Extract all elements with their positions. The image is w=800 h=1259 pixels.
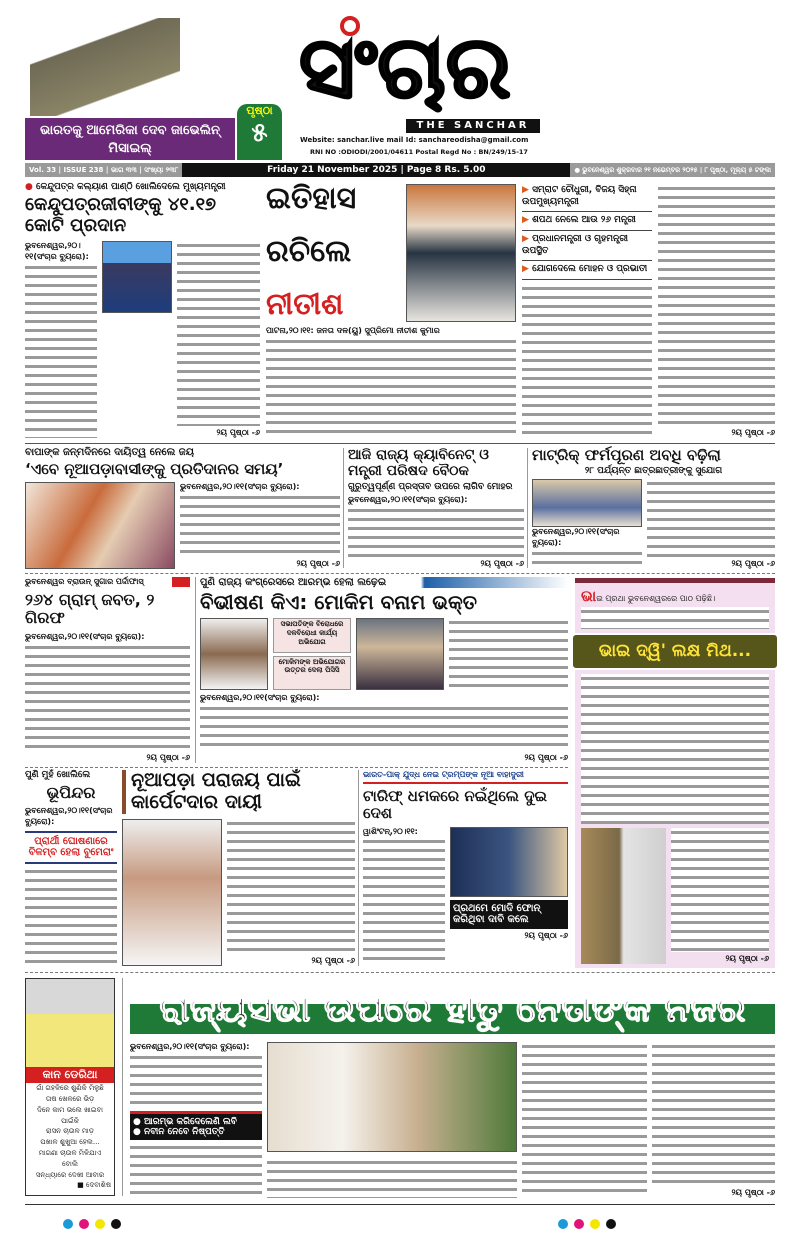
rajyasabha-headline[interactable]: ରାଜ୍ୟସଭା ଉପରେ ହାତୁ ନେତାଙ୍କ ନଜର [130,982,775,1034]
kendu-story[interactable] [25,182,260,438]
article-body-text [25,643,190,751]
headline-box: ଭାଇ ଦ୍ୱି' ଲକ୍ଷ ମିଥ... [571,633,779,671]
cartoon-line: ବୋଲି [62,1159,78,1168]
kicker: ଭୁବନେଶ୍ୱର ବ୍ରାଉନ୍ ସୁଗାର ପର୍ଦ୍ଦାଫାସ୍ [25,577,190,587]
subhead: ଗୁରୁତ୍ୱପୂର୍ଣ୍ଣ ପ୍ରସ୍ତାବ ଉପରେ ଲାଗିବ ମୋହର [348,482,513,493]
nitish-photo [406,184,516,322]
article-body-text [532,549,642,569]
article-body-text [266,337,516,438]
section-divider [25,573,775,574]
dateline: ଭୁବନେଶ୍ୱର,୨୦।୧୧(ସଂଚାର ବ୍ୟୁରୋ): [532,527,620,548]
jump-link[interactable]: ୨ୟ ପୃଷ୍ଠା -୬ [731,559,775,568]
cartoon-line: ସନ୍ଧ୍ୟାରେ ଦେଖୀ ଆବାର [35,1170,105,1179]
color-registration-marks [555,1214,619,1233]
article-body-text [180,493,340,557]
section-divider [25,443,775,444]
article-body-text [25,263,97,438]
dateline: ୱାଶିଂଟନ୍,୨୦।୧୧: [363,826,418,836]
dateline: ଭୁବନେଶ୍ୱର,୨୦।୧୧(ସଂଚାର ବ୍ୟୁରୋ): [25,631,145,641]
jump-link[interactable]: ୨ୟ ପୃଷ୍ଠା -୬ [524,930,568,940]
subhead: ପ୍ରାର୍ଥୀ ଘୋଷଣାରେ ବିଳମ୍ବ ହେଲା ବୁମେରାଂ [25,831,117,864]
promo-headline: ଭାରତକୁ ଆମେରିକା ଦେବ ଜାଭେଲିନ୍ ମିସାଇଲ୍ [39,123,221,157]
headline-line-1: ଇତିହାସ [266,181,357,216]
section-divider [25,767,568,768]
karyakarta-story[interactable] [122,770,355,966]
jump-link[interactable]: ୨ୟ ପୃଷ୍ଠା -୬ [216,428,260,437]
naveen-meeting-photo [267,1042,517,1152]
promo-headline-box[interactable] [25,118,235,160]
bullet: ▶ ଯୋଗଦେଲେ ମୋହନ ଓ ପ୍ରଭାତୀ [522,261,652,280]
footer-rule [25,1204,775,1205]
nitish-body [266,326,516,438]
tariff-story[interactable] [363,770,568,966]
bullet: ▶ ଶପଥ ନେଲେ ଆଉ ୨୬ ମନ୍ତ୍ରୀ [522,212,652,231]
headline: ଭୂପିନ୍ଦର [46,783,96,802]
article-body-text [177,241,260,426]
promo-page-label: ପୃଷ୍ଠା [246,104,273,117]
column-rule [527,448,528,568]
article-body-text [227,819,355,954]
kicker: ● କେନ୍ଦୁପତ୍ର କଲ୍ୟାଣ ପାଣ୍ଠି ଖୋଲିଦେଲେ ମୁଖ୍ୟମନ୍ତ୍ରୀ [25,182,226,192]
article-body-text [348,506,524,557]
nitish-bullets [522,182,652,438]
cartoon-line: ଦିନେ କାମ ଭଲେ ଖାଇବା [37,1105,103,1114]
modi-call-box: ପ୍ରଥମେ ମୋଦି ଫୋନ୍ କରିଥିବା ଦାବି କଲେ [450,900,568,929]
dateline: ଭୁବନେଶ୍ୱର,୨୦।୧୧(ସଂଚାର ବ୍ୟୁରୋ): [348,495,468,505]
rajyasabha-col-4 [652,1042,775,1198]
trump-photo [450,827,568,897]
article-body-text [671,828,769,952]
cartoon-line: ମାଗଣା ଚାଉଳ ମିଳିଯାଏ [38,1149,102,1158]
date-price: Friday 21 November 2025 | Page 8 Rs. 5.00 [182,163,570,177]
article-body-text [130,1053,262,1108]
volume: Vol. 33 [29,166,57,174]
rajyasabha-col-1 [130,1042,262,1198]
nuapada-photo [25,482,175,569]
jump-link[interactable]: ୨ୟ ପୃଷ୍ଠା -୬ [311,956,355,965]
exam-hall-photo [532,479,642,527]
nitish-body-right [658,184,775,438]
article-body-text [130,1143,262,1198]
section-divider [25,972,775,973]
bhaidooj-story[interactable] [575,578,775,968]
headline: ଟାରିଫ୍ ଧମକରେ ନଇଁଥିଲେ ଦୁଇ ଦେଶ [363,787,547,823]
info-bar: Vol. 33 | ISSUE 238 | ଭାଗ ୩୩ | ସଂଖ୍ୟା ୨୩୮ Friday 21 November 2025 | Page 8 Rs. 5.00 ● ଭୁବନେଶ୍ୱର ଶୁକ୍ରବାର ୨୧ ନଭେମ୍ବର ୨୦୨୫ | ୮ ପୃଷ୍ଠା, ମୂଲ୍ୟ ୫ ଟଙ୍କା [25,163,775,177]
reply-box: ମୋକିମଙ୍କ ଅଭିଯୋଗର ଉତ୍ତର ଦେଲା ପିସିସି [273,656,351,691]
jump-link[interactable]: ୨ୟ ପୃଷ୍ଠା -୬ [146,753,190,762]
headline: ‘ଏବେ ନୂଆପଡ଼ାବାସୀଙ୍କୁ ପ୍ରତିଦାନର ସମୟ’ [25,460,284,478]
cabinet-story[interactable] [348,447,524,569]
issue: ISSUE 238 [63,166,104,174]
leader-photo [122,819,222,966]
article-body-text [581,607,769,629]
congress-story[interactable] [200,577,568,763]
column-rule [343,448,344,568]
lead-text: ଇ ପ୍ରଥା ଭୁବନେଶ୍ୱରରେ ପାଠ ପଢ଼ିଛି। [596,594,716,603]
jump-link[interactable]: ୨ୟ ପୃଷ୍ଠା -୬ [731,1188,775,1197]
bhakta-photo [356,618,444,690]
headline: ମାଟ୍ରିକ୍ ଫର୍ମପୂରଣ ଅବଧି ବଢ଼ିଲା [532,446,721,464]
article-body-text [267,1158,517,1198]
dateline: ଭୁବନେଶ୍ୱର,୨୦।୧୧(ସଂଚାର ବ୍ୟୁରୋ): [180,482,300,492]
cartoon-line: ଗାଁ ଗହଳିରେ ଶୁଣିକି ମିଳୁଛି [36,1084,104,1092]
bhupinder-story[interactable] [25,770,117,966]
rni-line: RNI NO :ODIODI/2001/04611 Postal Regd No : BN/249/15-17 [310,148,528,156]
cm-portrait-photo [102,241,172,313]
headline: ନୂଆପଡ଼ା ପରାଜୟ ପାଇଁ କାର୍ପେଟଦାର ଦାୟୀ [122,770,355,814]
kicker: ପୁଣି ମୁହଁ ଖୋଲିଲେ [25,770,91,780]
jump-link[interactable]: ୨ୟ ପୃଷ୍ଠା -୬ [524,753,568,762]
bhaidooj-photo [581,828,666,964]
allegation-box: ସଭାପତିଙ୍କ ବିରୋଧରେ ଦଳବିରୋଧୀ କାର୍ଯ୍ୟ ଅଭିଯୋଗ [273,618,351,653]
brown-sugar-story[interactable] [25,577,190,763]
rajyasabha-highlight-box [130,1111,262,1140]
headline: କେନ୍ଦୁପତ୍ରଜୀବୀଙ୍କୁ ୪୧.୧୭ କୋଟି ପ୍ରଦାନ [25,194,217,236]
dateline: ଭୁବନେଶ୍ୱର,୨୦।୧୧(ସଂଚାର ବ୍ୟୁରୋ): [130,1042,250,1051]
rajyasabha-col-3 [522,1042,647,1198]
dropcap: ଭା [581,587,597,605]
kicker: ଭାରତ-ପାକ୍ ଯୁଦ୍ଧ ନେଇ ଟ୍ରମ୍ପଙ୍କ ନୂଆ ବାହାଦୁରୀ [363,770,568,784]
headline: ଆଜି ରାଜ୍ୟ କ୍ୟାବିନେଟ୍ ଓ ମନ୍ତ୍ରୀ ପରିଷଦ ବୈଠକ [348,447,489,480]
article-body-text [200,704,568,751]
logo: ସଂଚାର [299,18,511,118]
cartoon-line: ରାସନ ଚାଉଳ ମାଡ଼ [46,1127,94,1136]
promo-missile-photo [30,18,180,116]
promo-page-num: ୫ [251,118,268,148]
cartoon-line: ପାଇଁକି [61,1116,79,1125]
dateline: ଭୁବନେଶ୍ୱର,୨୦।୧୧(ସଂଚାର ବ୍ୟୁରୋ): [25,806,113,827]
article-body-text [581,674,769,824]
jump-link[interactable]: ୨ୟ ପୃଷ୍ଠା -୬ [480,559,524,568]
article-body-text [647,479,775,557]
nuapada-story[interactable] [25,447,340,569]
kicker: ପୁଣି ରାଜ୍ୟ କଂଗ୍ରେସରେ ଆରମ୍ଭ ହେଲା ଲଢ଼େଇ [200,577,568,588]
column-rule [195,577,196,763]
cartoon-figure [26,979,114,1067]
article-body-text [522,284,652,438]
sankhya: ସଂଖ୍ୟା ୨୩୮ [144,166,179,174]
matric-story[interactable] [532,447,775,569]
jump-link[interactable]: ୨ୟ ପୃଷ୍ଠା -୬ [731,428,775,437]
article-body-text [363,837,445,966]
article-body-text [658,184,775,426]
color-registration-marks [60,1214,124,1233]
headline-line-2: ରଚିଲେ [266,233,352,269]
dateline: ଭୁବନେଶ୍ୱର,୨୦।୧୧(ସଂଚାର ବ୍ୟୁରୋ): [25,241,89,262]
article-body-text [522,1042,647,1198]
article-body-text [652,1042,775,1186]
headline: ବିଭୀଷଣ କିଏ: ମୋକିମ ବନାମ ଭକ୍ତ [200,590,478,614]
column-rule [122,978,123,1196]
mokim-photo [200,618,268,690]
bullet: ▶ ସମ୍ରାଟ ଚୌଧୁରୀ, ବିଜୟ ସିହ୍ନା ଉପମୁଖ୍ୟମନ୍ତ୍ରୀ [522,182,652,212]
dateline: ପାଟନା,୨୦।୧୧: ଜନତା ଦଳ(ୟୁ) ସୁପ୍ରିମୋ ନୀତୀଶ କୁମାର [266,326,440,335]
column-rule [358,770,359,966]
highlight-line: ● ନବୀନ ନେବେ ନିଷ୍ପତ୍ତି [133,1127,259,1137]
nitish-headline[interactable] [266,182,402,322]
cartoon-line: ପଖାଳ ଶୁଖୁଆ ହେଲ... [40,1138,100,1147]
dateline: ଭୁବନେଶ୍ୱର,୨୦।୧୧(ସଂଚାର ବ୍ୟୁରୋ): [200,693,320,702]
jump-link[interactable]: ୨ୟ ପୃଷ୍ଠା -୬ [725,954,769,963]
info-bar-right: ● ଭୁବନେଶ୍ୱର ଶୁକ୍ରବାର ୨୧ ନଭେମ୍ବର ୨୦୨୫ | ୮ ପୃଷ୍ଠା, ମୂଲ୍ୟ ୫ ଟଙ୍କା [574,166,771,174]
subhead: ୨୮ ପର୍ଯ୍ୟନ୍ତ ଛାତ୍ରଛାତ୍ରୀଙ୍କୁ ସୁଯୋଗ [584,466,723,477]
kicker: ବାପାଙ୍କ ଜନ୍ମଦିନରେ ଦାୟିତ୍ୱ ନେଲେ ଜୟ [25,447,194,458]
cartoon-column [25,978,115,1196]
bhag: ଭାଗ ୩୩ [110,166,137,174]
logo-english: THE SANCHAR [406,119,540,133]
headline-line-3: ନୀତୀଶ [266,286,344,322]
jump-link[interactable]: ୨ୟ ପୃଷ୍ଠା -୬ [296,559,340,568]
cartoon-byline: ■ ଦେବାଶିଷ [77,1180,111,1189]
article-body-text [449,618,568,690]
headline: ୨୬୪ ଗ୍ରାମ୍ ଜବତ, ୨ ଗିରଫ [25,590,155,628]
logo-red-ring [340,16,360,36]
cartoon-line: ତାଷ ଖେଳରେ ଭିଡ଼ [45,1094,95,1103]
website-line[interactable]: Website: sanchar.live mail Id: sanchareodisha@gmail.com [300,136,529,144]
cartoon-title: କାନ ଡେରିଥା [26,1067,114,1083]
article-body-text [25,867,117,966]
bullet: ▶ ପ୍ରଧାନମନ୍ତ୍ରୀ ଓ ଗୃହମନ୍ତ୍ରୀ ଉପସ୍ଥିତ [522,231,652,261]
highlight-line: ● ଆରମ୍ଭ କରିଦେଲେଣି ଲବି [133,1117,259,1127]
